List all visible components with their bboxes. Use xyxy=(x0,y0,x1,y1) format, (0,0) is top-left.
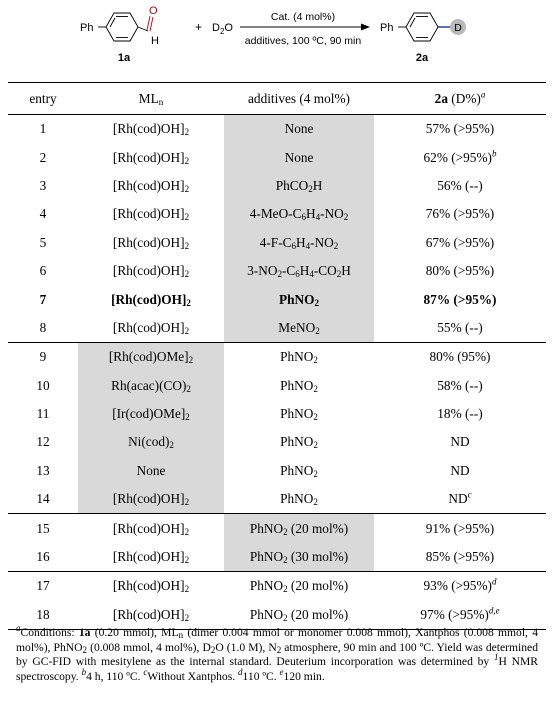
subscript: 2 xyxy=(184,526,190,537)
cell-result xyxy=(374,285,546,313)
result-value: 87% (>95%) xyxy=(423,291,497,307)
table-header-row xyxy=(8,83,546,115)
subscript: 2 xyxy=(184,555,190,566)
cell-catalyst: $[Rh(cod)OH]_2$ xyxy=(78,572,224,601)
cell-entry: 3 xyxy=(39,177,47,193)
reaction-arrow-head xyxy=(361,24,370,31)
cell-catalyst: $[Rh(cod)OH]_2$ xyxy=(112,206,190,223)
cell-catalyst: $[Rh(cod)OH]_2$ xyxy=(112,121,190,138)
header-product-sup: a xyxy=(480,89,486,100)
cell-entry: 9 xyxy=(8,343,78,372)
table-row xyxy=(8,285,546,313)
subscript: 2 xyxy=(184,127,190,138)
result-value: 57% (>95%) xyxy=(425,121,495,137)
table-row xyxy=(8,314,546,343)
cell-additive: $3-NO_2-C_6H_4-CO_2H$ xyxy=(224,257,374,285)
footnote-segment: 120 min. xyxy=(283,669,325,683)
table-row xyxy=(8,372,546,400)
footnote-segment: (0.20 mmol), ML xyxy=(90,626,179,639)
product-benzene-ring xyxy=(406,13,438,41)
footnote-segment: 110 ºC. xyxy=(242,669,280,683)
reagent-d2o: $D_2O$ xyxy=(212,22,233,36)
cell-result xyxy=(374,372,546,400)
cell-additive: PhNO$_2$ (20 mol%) xyxy=(224,572,374,601)
subscript: 2 xyxy=(186,383,191,394)
footnote-segment: Without Xantphos. xyxy=(147,669,239,683)
product-label: 2a xyxy=(415,52,429,64)
subscript: 2 xyxy=(283,612,288,623)
cell-entry: 13 xyxy=(36,462,50,478)
cell-result xyxy=(374,314,546,343)
cell-catalyst: $[Rh(cod)OH]_2$ xyxy=(78,485,224,514)
subscript: 2 xyxy=(188,355,194,366)
footnote-segment: 2 xyxy=(82,644,88,655)
subscript: 2 xyxy=(336,269,342,280)
results-table xyxy=(8,82,546,630)
footnote-segment: c xyxy=(143,666,148,677)
cell-result xyxy=(374,257,546,285)
cell-result xyxy=(374,200,546,228)
subscript: 2 xyxy=(315,325,320,336)
cell-catalyst: $Rh(acac)(CO)_2$ xyxy=(78,372,224,400)
footnote-segment: 4 h, 110 ºC. xyxy=(86,669,144,683)
plus-sign: + xyxy=(195,20,203,34)
table-row xyxy=(8,343,546,372)
cell-additive: PhNO$_2$ xyxy=(280,491,318,508)
result-value: 93% (>95%) xyxy=(423,578,492,594)
condition-catalyst: Cat. (4 mol%) xyxy=(270,11,336,23)
reactant-carbonyl-bond-a xyxy=(147,16,150,30)
cell-entry: 4 xyxy=(39,206,47,222)
table-row xyxy=(8,229,546,257)
product-ph: Ph xyxy=(380,22,394,34)
table-row xyxy=(8,400,546,428)
cell-result xyxy=(374,514,546,543)
subscript: 2 xyxy=(184,584,190,595)
cell-additive: PhNO$_2$ xyxy=(280,462,318,479)
table-row xyxy=(8,115,546,144)
cell-additive: PhNO$_2$ xyxy=(280,377,318,394)
table-row xyxy=(8,485,546,514)
cell-catalyst: None xyxy=(78,457,224,485)
cell-catalyst: $[Rh(cod)OH]_2$ xyxy=(78,514,224,543)
subscript: 2 xyxy=(184,325,190,336)
subscript: 2 xyxy=(184,269,190,280)
subscript: 2 xyxy=(184,612,190,623)
result-value: 97% (>95%) xyxy=(420,606,489,622)
result-footnote-mark: d xyxy=(491,577,497,588)
result-value: 58% (--) xyxy=(437,377,483,393)
subscript: 4 xyxy=(315,212,321,223)
cell-catalyst: $[Rh(cod)OH]_2$ xyxy=(112,177,190,194)
result-footnote-mark: b xyxy=(491,148,497,159)
subscript: 2 xyxy=(314,297,319,308)
condition-additives: additives, 100 ºC, 90 min xyxy=(244,35,362,47)
header-product xyxy=(374,83,546,115)
subscript: 2 xyxy=(184,155,190,166)
subscript: 2 xyxy=(343,212,349,223)
cell-entry: 14 xyxy=(36,491,50,507)
table-row xyxy=(8,200,546,228)
result-value: ND xyxy=(450,434,470,450)
cell-catalyst: $[Rh(cod)OH]_2$ xyxy=(78,601,224,630)
subscript: 2 xyxy=(283,526,288,537)
cell-result xyxy=(374,143,546,171)
cell-additive: PhNO$_2$ (20 mol%) xyxy=(224,514,374,543)
result-value: 55% (--) xyxy=(437,319,483,335)
cell-result xyxy=(374,457,546,485)
cell-catalyst: $[Rh(cod)OH]_2$ xyxy=(112,549,190,566)
footnote-segment: Conditions: xyxy=(20,626,79,639)
cell-catalyst: $[Rh(cod)OMe]_2$ xyxy=(78,343,224,372)
cell-result xyxy=(374,343,546,372)
subscript: 2 xyxy=(313,468,318,479)
subscript: 2 xyxy=(313,355,318,366)
cell-catalyst: $[Rh(cod)OH]_2$ xyxy=(111,291,191,308)
cell-additive: MeNO$_2$ xyxy=(224,314,374,343)
subscript: 2 xyxy=(185,412,190,423)
result-value: 91% (>95%) xyxy=(425,520,495,536)
table-row xyxy=(8,514,546,543)
subscript: 2 xyxy=(313,383,318,394)
reactant-aldehyde-bond xyxy=(138,27,148,31)
cell-result xyxy=(374,115,546,144)
reactant-hydrogen: H xyxy=(151,35,159,47)
cell-catalyst: $[Ir(cod)OMe]_2$ xyxy=(78,400,224,428)
cell-additive: PhNO$_2$ xyxy=(280,434,318,451)
cell-catalyst: $Ni(cod)_2$ xyxy=(78,428,224,456)
reactant-oxygen: O xyxy=(149,5,158,17)
footnote-segment: atmosphere, 90 min and 100 ºC. Yield was determined by GC-FID with mesitylene as the internal standard. Deuterium incorporation was determined by xyxy=(16,640,538,669)
reactant-carbonyl-bond-b xyxy=(150,17,153,31)
result-footnote-mark: d,e xyxy=(488,605,500,616)
cell-additive: PhCO$_2$H xyxy=(224,172,374,200)
cell-entry: 2 xyxy=(39,149,47,165)
footnote-segment: 2 xyxy=(210,644,216,655)
cell-entry: 15 xyxy=(8,514,78,543)
result-value: 85% (>95%) xyxy=(425,549,495,565)
cell-entry: 11 xyxy=(36,406,50,422)
footnote-segment: 1a xyxy=(78,626,91,639)
cell-catalyst: $[Rh(cod)OH]_2$ xyxy=(112,319,190,336)
cell-result xyxy=(374,400,546,428)
reaction-scheme xyxy=(0,0,554,72)
cell-additive: PhNO$_2$ xyxy=(280,406,318,423)
result-value: 80% (>95%) xyxy=(425,263,495,279)
cell-entry: 12 xyxy=(36,434,50,450)
subscript: 2 xyxy=(313,412,318,423)
result-value: 56% (--) xyxy=(437,177,483,193)
table-row xyxy=(8,572,546,601)
cell-additive: PhNO$_2$ (30 mol%) xyxy=(224,543,374,572)
subscript: 6 xyxy=(301,212,306,223)
subscript: 2 xyxy=(184,497,190,508)
cell-result xyxy=(374,572,546,601)
footnote-segment: d xyxy=(238,666,243,677)
cell-result xyxy=(374,172,546,200)
subscript: 2 xyxy=(313,497,318,508)
cell-entry: 7 xyxy=(39,291,47,307)
cell-additive: PhNO$_2$ (20 mol%) xyxy=(224,601,374,630)
result-value: 76% (>95%) xyxy=(425,206,495,222)
product-deuterium: D xyxy=(454,22,462,34)
footnote-segment: (dimer 0.004 mmol or monomer 0.008 mmol), Xantphos (0.008 mmol, 4 mol%), PhNO xyxy=(16,626,538,654)
cell-additive: None xyxy=(224,143,374,171)
cell-additive: $4-F-C_6H_4-NO_2$ xyxy=(224,229,374,257)
cell-entry: 8 xyxy=(39,319,47,335)
cell-entry: 1 xyxy=(39,121,47,137)
cell-additive: None xyxy=(224,115,374,144)
footnote-segment: (0.008 mmol, 4 mol%), D xyxy=(87,640,211,654)
result-value: 80% (95%) xyxy=(429,349,491,365)
cell-additive: $4-MeO-C_6H_4-NO_2$ xyxy=(224,200,374,228)
subscript: 2 xyxy=(308,183,313,194)
cell-entry: 5 xyxy=(39,234,47,250)
cell-additive: PhNO$_2$ xyxy=(224,343,374,372)
table-row xyxy=(8,457,546,485)
table-footnote xyxy=(16,623,538,684)
cell-entry: 10 xyxy=(36,377,50,393)
cell-result xyxy=(374,485,546,514)
cell-additive: PhNO$_2$ xyxy=(224,285,374,313)
cell-catalyst: $[Rh(cod)OH]_2$ xyxy=(112,263,190,280)
reactant-label: 1a xyxy=(117,52,131,64)
cell-catalyst: $[Rh(cod)OH]_2$ xyxy=(112,234,190,251)
result-value: 18% (--) xyxy=(437,406,483,422)
subscript: 2 xyxy=(333,240,339,251)
cell-result xyxy=(374,543,546,572)
header-additives: additives (4 mol%) xyxy=(224,83,374,115)
table-row xyxy=(8,428,546,456)
footnote-segment: 1 xyxy=(493,652,499,663)
footnote-segment: b xyxy=(81,666,87,677)
header-entry: entry xyxy=(8,83,78,115)
subscript: 2 xyxy=(184,240,190,251)
subscript: 2 xyxy=(283,584,288,595)
header-mln xyxy=(78,83,224,115)
header-product-bold: 2a xyxy=(434,90,448,106)
result-value: ND xyxy=(450,462,470,478)
reactant-benzene-ring xyxy=(106,13,138,41)
footnote-segment: H NMR spectroscopy. xyxy=(16,655,538,683)
subscript: 4 xyxy=(305,240,311,251)
header-mln-main: ML xyxy=(138,90,159,106)
result-value: ND xyxy=(448,491,468,507)
footnote-segment: O (1.0 M), N xyxy=(215,640,277,654)
footnote-segment: e xyxy=(279,666,284,677)
table-body xyxy=(8,115,546,630)
footnote-segment: 2 xyxy=(276,644,282,655)
subscript: 2 xyxy=(277,269,282,280)
subscript: 2 xyxy=(283,555,288,566)
cell-result xyxy=(374,428,546,456)
table-row xyxy=(8,143,546,171)
cell-entry: 16 xyxy=(36,549,50,565)
subscript: 6 xyxy=(291,240,297,251)
result-value: 62% (>95%) xyxy=(423,149,492,165)
cell-entry: 6 xyxy=(39,263,47,279)
result-footnote-mark: c xyxy=(467,489,472,500)
header-mln-sub: n xyxy=(158,96,164,107)
subscript: 6 xyxy=(295,269,300,280)
cell-entry: 17 xyxy=(8,572,78,601)
subscript: 2 xyxy=(184,212,190,223)
subscript: 4 xyxy=(309,269,314,280)
subscript: 2 xyxy=(169,440,174,451)
footnote-segment: a xyxy=(16,623,21,634)
subscript: 2 xyxy=(186,297,191,308)
header-product-rest: (D%) xyxy=(447,90,481,106)
subscript: 2 xyxy=(184,183,190,194)
table-row xyxy=(8,543,546,572)
table-row xyxy=(8,172,546,200)
cell-catalyst: $[Rh(cod)OH]_2$ xyxy=(112,149,190,166)
table-row xyxy=(8,257,546,285)
cell-entry: 18 xyxy=(8,601,78,630)
subscript: 2 xyxy=(313,440,318,451)
footnote-segment: n xyxy=(178,630,184,640)
cell-result xyxy=(374,229,546,257)
result-value: 67% (>95%) xyxy=(425,234,495,250)
reactant-ph: Ph xyxy=(80,22,94,34)
